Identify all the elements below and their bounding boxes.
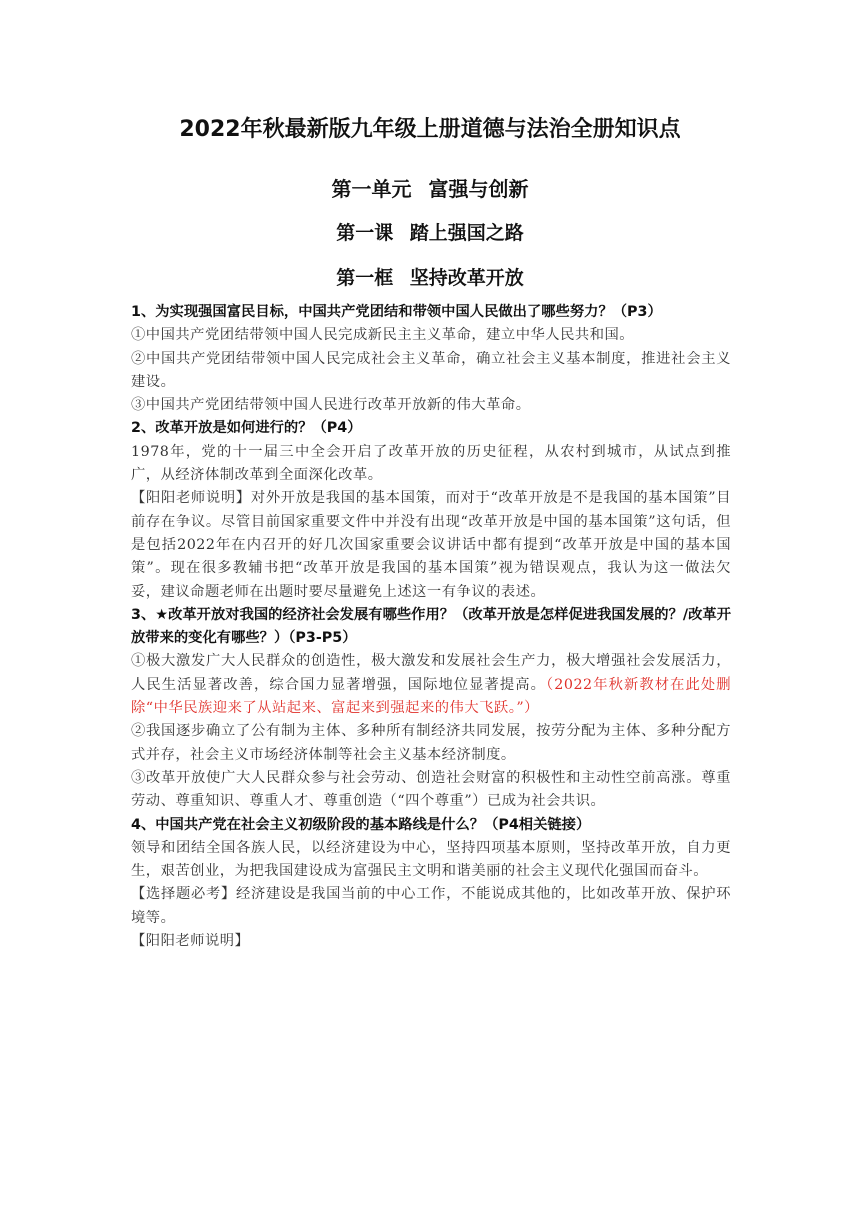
question-3: 3、★改革开放对我国的经济社会发展有哪些作用？（改革开放是怎样促进我国发展的？/改革开放带来的变化有哪些？）（P3-P5） [131, 606, 731, 647]
answer-1-item-3: ③中国共产党团结带领中国人民进行改革开放新的伟大革命。 [131, 397, 531, 414]
teacher-note-label: 【阳阳老师说明】 [131, 933, 250, 950]
frame-heading: 第一框 坚持改革开放 [336, 267, 524, 289]
textbook-change-note: （2022年秋新教材在此处删除“中华民族迎来了从站起来、富起来到强起来的伟大飞跃。”） [131, 676, 732, 717]
answer-3-item-3: ③改革开放使广大人民群众参与社会劳动、创造社会财富的积极性和主动性空前高涨。尊重劳动、尊重知识、尊重人才、尊重创造（“四个尊重”）已成为社会共识。 [131, 769, 731, 810]
answer-4: 领导和团结全国各族人民，以经济建设为中心，坚持四项基本原则，坚持改革开放，自力更生，艰苦创业，为把我国建设成为富强民主文明和谐美丽的社会主义现代化强国而奋斗。 [131, 839, 731, 880]
document-body [131, 301, 731, 953]
answer-3-item-1-text: ①极大激发广大人民群众的创造性，极大激发和发展社会生产力，极大增强社会发展活力，人民生活显著改善，综合国力显著增强，国际地位显著提高。 [131, 653, 731, 693]
question-1: 1、为实现强国富民目标，中国共产党团结和带领中国人民做出了哪些努力？（P3） [131, 304, 662, 320]
exam-tip: 【选择题必考】经济建设是我国当前的中心工作，不能说成其他的，比如改革开放、保护环境等。 [131, 886, 731, 926]
lesson-heading: 第一课 踏上强国之路 [336, 222, 524, 244]
answer-1-item-2: ②中国共产党团结带领中国人民完成社会主义革命，确立社会主义基本制度，推进社会主义建设。 [131, 350, 731, 390]
unit-heading: 第一单元 富强与创新 [331, 177, 529, 201]
answer-3-item-2: ②我国逐步确立了公有制为主体、多种所有制经济共同发展，按劳分配为主体、多种分配方式并存，社会主义市场经济体制等社会主义基本经济制度。 [131, 723, 731, 763]
document-title: 2022年秋最新版九年级上册道德与法治全册知识点 [179, 117, 681, 142]
teacher-note-2: 【阳阳老师说明】对外开放是我国的基本国策，而对于“改革开放是不是我国的基本国策”目前存在争议。尽管目前国家重要文件中并没有出现“改革开放是中国的基本国策”这句话，但是包括2022年在内召开的好几次国家重要会议讲话中都有提到“改革开放是中国的基本国策”。现在很多教辅书把“改革开放是我国的基本国策”视为错误观点，我认为这一做法欠妥，建议命题老师在出题时要尽量避免上述这一有争议的表述。 [131, 490, 731, 600]
answer-3-item-1 [131, 650, 731, 720]
question-4: 4、中国共产党在社会主义初级阶段的基本路线是什么？（P4相关链接） [131, 816, 591, 833]
answer-1-item-1: ①中国共产党团结带领中国人民完成新民主主义革命，建立中华人民共和国。 [131, 327, 635, 344]
question-2: 2、改革开放是如何进行的？（P4） [131, 420, 362, 437]
answer-2: 1978年，党的十一届三中全会开启了改革开放的历史征程，从农村到城市，从试点到推广，从经济体制改革到全面深化改革。 [131, 443, 731, 484]
